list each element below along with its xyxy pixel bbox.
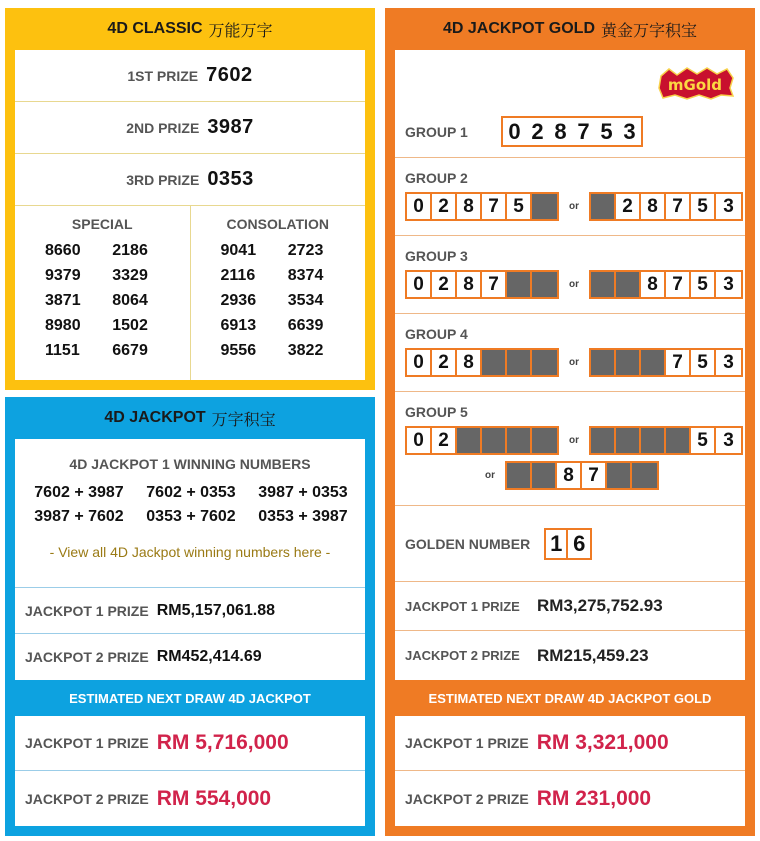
group-left-digits: [405, 426, 559, 455]
special-number: 3329: [112, 267, 148, 284]
digit: 8: [557, 463, 582, 488]
first-prize-value: 7602: [206, 64, 253, 86]
gold-est2-label: JACKPOT 2 PRIZE: [405, 790, 529, 807]
digit: 3: [723, 273, 734, 295]
hidden-digit: [482, 428, 507, 453]
third-prize-value: 0353: [207, 168, 254, 190]
view-all-jackpot-link[interactable]: - View all 4D Jackpot winning numbers here -: [49, 544, 331, 560]
group1-digits: [501, 116, 643, 147]
digit: 8: [641, 194, 666, 219]
or-label: or: [485, 470, 495, 481]
digit: 8: [457, 350, 482, 375]
classic-title: [15, 8, 365, 50]
classic-title-cn: 万能万字: [208, 20, 273, 40]
digit: 0: [407, 194, 432, 219]
digit: 7: [666, 350, 691, 375]
jackpot-subtitle: 4D JACKPOT 1 WINNING NUMBERS: [69, 456, 311, 472]
first-prize-label: 1ST PRIZE: [127, 67, 199, 84]
digit: 5: [691, 272, 716, 297]
digit: 7: [666, 194, 691, 219]
consolation-numbers: [191, 242, 366, 360]
jackpot-number-pair: 3987 + 0353: [258, 484, 348, 501]
hidden-digit: [532, 350, 557, 375]
jackpot-estimate-box: [15, 716, 365, 826]
svg-text:mGold: mGold: [667, 76, 723, 94]
jackpot-number-pair: 0353 + 3987: [258, 508, 348, 525]
special-column: [15, 206, 190, 380]
hidden-digit: [616, 350, 641, 375]
hidden-digit: [591, 194, 616, 219]
gold-est2-value: RM 231,000: [536, 786, 652, 810]
or-label: or: [569, 435, 579, 446]
or-label: or: [569, 279, 579, 290]
group-left-digits: [405, 270, 559, 299]
hidden-digit: [532, 272, 557, 297]
hidden-digit: [507, 272, 532, 297]
gold-panel: [385, 8, 755, 836]
consolation-number: 9556: [220, 342, 257, 359]
group-digits-line: [405, 426, 745, 455]
jackpot2-prize-row: [15, 634, 365, 680]
digit: 0: [407, 350, 432, 375]
group3-label: GROUP 3: [405, 248, 468, 264]
jackpot-estimate-heading: ESTIMATED NEXT DRAW 4D JACKPOT: [69, 690, 311, 706]
special-number: 8064: [112, 292, 148, 309]
jackpot-results: [15, 439, 365, 680]
digit: 7: [582, 463, 607, 488]
jackpot2-prize-value: RM452,414.69: [156, 648, 262, 665]
group2-label: GROUP 2: [405, 170, 468, 186]
jackpot-panel: [5, 397, 375, 836]
hidden-digit: [666, 428, 691, 453]
consolation-number: 3534: [287, 292, 324, 309]
group1-row: [395, 50, 745, 158]
gold-title: [395, 8, 745, 50]
digit: 8: [554, 118, 567, 144]
group-right-digits: [589, 270, 743, 299]
jackpot-number-pair: 3987 + 7602: [34, 508, 124, 525]
digit: 2: [432, 428, 457, 453]
hidden-digit: [507, 463, 532, 488]
consolation-number: 2723: [287, 242, 324, 259]
special-consolation-section: [15, 206, 365, 380]
digit: 7: [482, 272, 507, 297]
digit: 7: [482, 194, 507, 219]
digit: 0: [508, 118, 521, 144]
special-number: 8980: [45, 317, 81, 334]
hidden-digit: [591, 428, 616, 453]
group5-label: GROUP 5: [405, 404, 468, 420]
gold-jackpot2-row: [395, 631, 745, 680]
jackpot-est2-row: [15, 771, 365, 826]
digit: 2: [432, 194, 457, 219]
consolation-number: 8374: [287, 267, 324, 284]
jackpot-title-text: 4D JACKPOT: [104, 409, 206, 426]
gold-groups: [395, 158, 745, 506]
or-label: or: [569, 357, 579, 368]
special-number: 1502: [112, 317, 148, 334]
group-right-digits: [589, 348, 743, 377]
hidden-digit: [632, 463, 657, 488]
third-prize-label: 3RD PRIZE: [126, 171, 200, 188]
hidden-digit: [641, 350, 666, 375]
jackpot-est1-value: RM 5,716,000: [156, 731, 289, 754]
jackpot-est2-value: RM 554,000: [156, 786, 272, 810]
gold-jackpot1-label: JACKPOT 1 PRIZE: [405, 598, 520, 614]
jackpot-est2-label: JACKPOT 2 PRIZE: [25, 790, 149, 807]
gold-title-text: 4D JACKPOT GOLD: [442, 20, 595, 37]
special-number: 2186: [112, 242, 148, 259]
hidden-digit: [616, 428, 641, 453]
gold-est1-value: RM 3,321,000: [536, 731, 669, 754]
group-extra-digits: [505, 461, 659, 490]
digit: 6: [573, 530, 586, 556]
consolation-heading: CONSOLATION: [226, 216, 329, 232]
digit: 3: [723, 351, 734, 373]
consolation-number: 2116: [220, 267, 256, 284]
jackpot-number-pair: 7602 + 3987: [34, 484, 124, 501]
hidden-digit: [591, 272, 616, 297]
gold-est1-label: JACKPOT 1 PRIZE: [405, 735, 529, 751]
group-digits-line: [405, 192, 745, 221]
consolation-number: 6913: [220, 317, 257, 334]
group4-label: GROUP 4: [405, 326, 468, 342]
first-prize-row: [15, 50, 365, 102]
third-prize-row: [15, 154, 365, 206]
jackpot-winning-numbers: [15, 484, 365, 526]
second-prize-label: 2ND PRIZE: [126, 119, 200, 136]
digit: 2: [616, 194, 641, 219]
classic-results: [15, 50, 365, 380]
group4-row: [395, 314, 745, 392]
consolation-column: [190, 206, 366, 380]
gold-results: [395, 50, 745, 680]
gold-jackpot2-label: JACKPOT 2 PRIZE: [405, 648, 520, 663]
hidden-digit: [532, 463, 557, 488]
classic-title-text: 4D CLASSIC: [107, 20, 203, 37]
jackpot-est1-label: JACKPOT 1 PRIZE: [25, 735, 149, 751]
hidden-digit: [616, 272, 641, 297]
group-digits-line-extra: [475, 461, 745, 490]
digit: 0: [407, 272, 432, 297]
digit: 7: [577, 118, 590, 144]
consolation-number: 9041: [220, 242, 257, 259]
group5-row: [395, 392, 745, 506]
group1-label: GROUP 1: [405, 123, 468, 140]
special-number: 6679: [112, 342, 148, 359]
group-right-digits: [589, 426, 743, 455]
consolation-number: 3822: [287, 342, 324, 359]
digit: 5: [600, 118, 613, 144]
digit: 3: [723, 429, 734, 451]
consolation-number: 2936: [220, 292, 257, 309]
jackpot-title: [15, 397, 365, 439]
hidden-digit: [482, 350, 507, 375]
digit: 8: [641, 272, 666, 297]
hidden-digit: [507, 428, 532, 453]
group-left-digits: [405, 348, 559, 377]
digit: 5: [691, 428, 716, 453]
second-prize-row: [15, 102, 365, 154]
jackpot-number-pair: 0353 + 7602: [146, 508, 236, 525]
jackpot2-prize-label: JACKPOT 2 PRIZE: [25, 649, 149, 665]
group-digits-line: [405, 348, 745, 377]
special-numbers: [15, 242, 190, 360]
gold-jackpot1-value: RM3,275,752.93: [537, 596, 663, 615]
special-number: 9379: [45, 267, 81, 284]
special-number: 3871: [45, 292, 81, 309]
jackpot1-prize-value: RM5,157,061.88: [156, 601, 276, 619]
digit: 8: [457, 272, 482, 297]
hidden-digit: [457, 428, 482, 453]
group-left-digits: [405, 192, 559, 221]
or-label: or: [569, 201, 579, 212]
digit: 7: [666, 272, 691, 297]
gold-jackpot2-value: RM215,459.23: [537, 645, 649, 665]
digit: 5: [691, 194, 716, 219]
digit: 2: [531, 118, 544, 144]
digit: 5: [691, 350, 716, 375]
special-number: 1151: [45, 342, 80, 359]
gold-est2-row: [395, 771, 745, 826]
group-digits-line: [405, 270, 745, 299]
jackpot-winning-section: [15, 439, 365, 588]
gold-est1-row: [395, 716, 745, 771]
consolation-number: 6639: [287, 317, 324, 334]
classic-panel: [5, 8, 375, 390]
hidden-digit: [591, 350, 616, 375]
golden-number-row: [395, 506, 745, 582]
jackpot-est1-row: [15, 716, 365, 771]
digit: 8: [457, 194, 482, 219]
hidden-digit: [641, 428, 666, 453]
digit: 2: [432, 350, 457, 375]
jackpot1-prize-row: [15, 588, 365, 634]
second-prize-value: 3987: [207, 116, 254, 138]
special-heading: SPECIAL: [71, 216, 133, 232]
golden-number-label: GOLDEN NUMBER: [405, 535, 531, 552]
digit: 1: [546, 530, 568, 558]
digit: 0: [407, 428, 432, 453]
gold-estimate-box: [395, 716, 745, 826]
digit: 2: [432, 272, 457, 297]
group-right-digits: [589, 192, 743, 221]
group2-row: [395, 158, 745, 236]
special-number: 8660: [45, 242, 81, 259]
digit: 3: [723, 195, 734, 217]
gold-title-cn: 黄金万字积宝: [601, 20, 698, 40]
mgold-logo: [655, 66, 735, 100]
digit: 3: [623, 118, 636, 144]
jackpot-number-pair: 7602 + 0353: [146, 484, 236, 501]
hidden-digit: [607, 463, 632, 488]
golden-number-digits: [544, 528, 592, 560]
digit: 5: [507, 194, 532, 219]
jackpot1-prize-label: JACKPOT 1 PRIZE: [25, 602, 149, 619]
hidden-digit: [532, 428, 557, 453]
hidden-digit: [532, 194, 557, 219]
gold-jackpot1-row: [395, 582, 745, 631]
group3-row: [395, 236, 745, 314]
jackpot-title-cn: 万字积宝: [211, 409, 276, 429]
hidden-digit: [507, 350, 532, 375]
gold-estimate-heading: ESTIMATED NEXT DRAW 4D JACKPOT GOLD: [428, 690, 712, 706]
